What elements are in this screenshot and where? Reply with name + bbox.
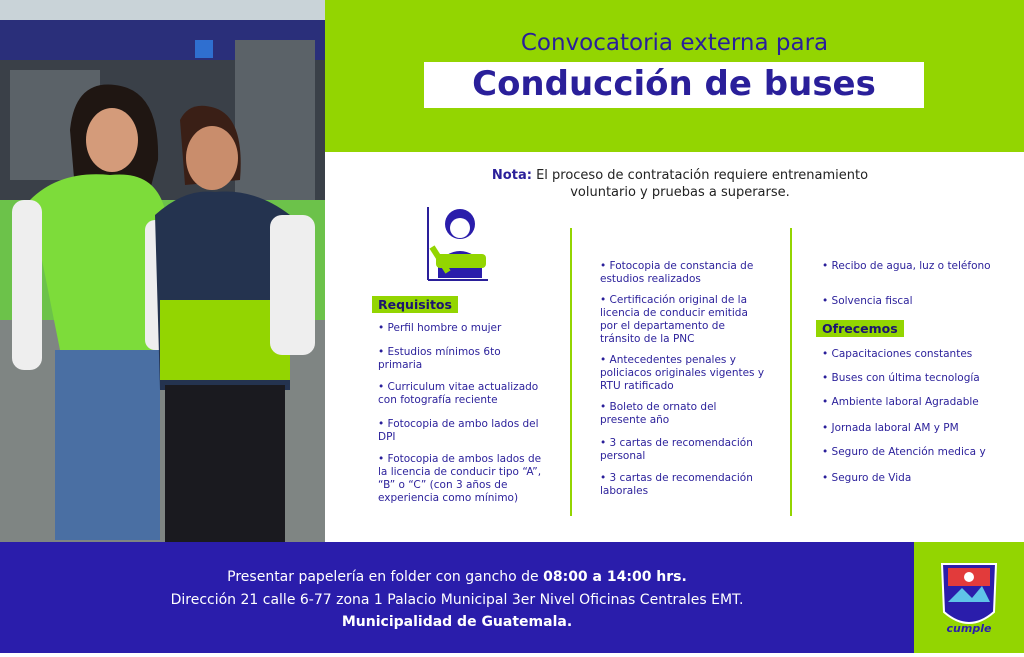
list-item: • Recibo de agua, luz o teléfono [822,260,991,272]
footer-address: Dirección 21 calle 6-77 zona 1 Palacio Municipal 3er Nivel Oficinas Centrales EMT. [170,592,744,608]
list-item: • Solvencia fiscal [822,295,913,307]
divider-right [790,228,792,516]
list-item: • Perfil hombre o mujer [378,322,502,334]
requisitos-list [378,322,543,522]
note-label: Nota: [491,168,532,183]
list-item: • Fotocopia de ambo lados del DPI [378,418,539,443]
header-title: Conducción de buses [472,64,876,104]
ofrecemos-list [822,348,1002,488]
list-item: • Seguro de Vida [822,472,912,484]
middle-list [600,260,765,500]
footer-municipality: Municipalidad de Guatemala. [341,614,573,630]
divider-left [570,228,572,516]
note-text [470,167,890,201]
list-item: • Antecedentes penales y policiacos originales vigentes y RTU ratificado [600,354,765,392]
list-item: • 3 cartas de recomendación personal [600,437,753,462]
list-item: • Fotocopia de constancia de estudios realizados [600,260,754,285]
note-body: El proceso de contratación requiere entrenamiento voluntario y pruebas a superarse. [536,168,869,200]
footer-line-1 [0,569,914,585]
driver-icon [418,202,498,284]
list-item: • Boleto de ornato del presente año [600,401,717,426]
list-item: • 3 cartas de recomendación laborales [600,472,753,497]
list-item: • Seguro de Atención medica y [822,446,986,458]
logo-text: cumple [946,622,992,635]
right-list [822,260,992,310]
logo-area [914,542,1024,653]
list-item: • Curriculum vitae actualizado con fotografía reciente [378,381,539,406]
municipal-logo-icon [914,542,1024,653]
requisitos-tag: Requisitos [372,296,458,313]
list-item: • Jornada laboral AM y PM [822,422,959,434]
photo-two-women-bus-drivers [0,0,325,542]
list-item: • Ambiente laboral Agradable [822,396,979,408]
list-item: • Fotocopia de ambos lados de la licencia de conducir tipo “A”, “B” o “C” (con 3 años de experiencia como mínimo) [378,453,542,504]
list-item: • Estudios mínimos 6to primaria [378,346,501,371]
list-item: • Buses con última tecnología [822,372,980,384]
ofrecemos-tag: Ofrecemos [816,320,904,337]
list-item: • Certificación original de la licencia de conducir emitida por el departamento de tránsito de la PNC [600,294,748,345]
footer-hours: 08:00 a 14:00 hrs. [543,569,687,585]
header-subtitle: Convocatoria externa para [520,30,829,56]
list-item: • Capacitaciones constantes [822,348,973,360]
footer-band [0,542,914,653]
footer-line-1-text: Presentar papelería en folder con gancho de [227,569,539,585]
